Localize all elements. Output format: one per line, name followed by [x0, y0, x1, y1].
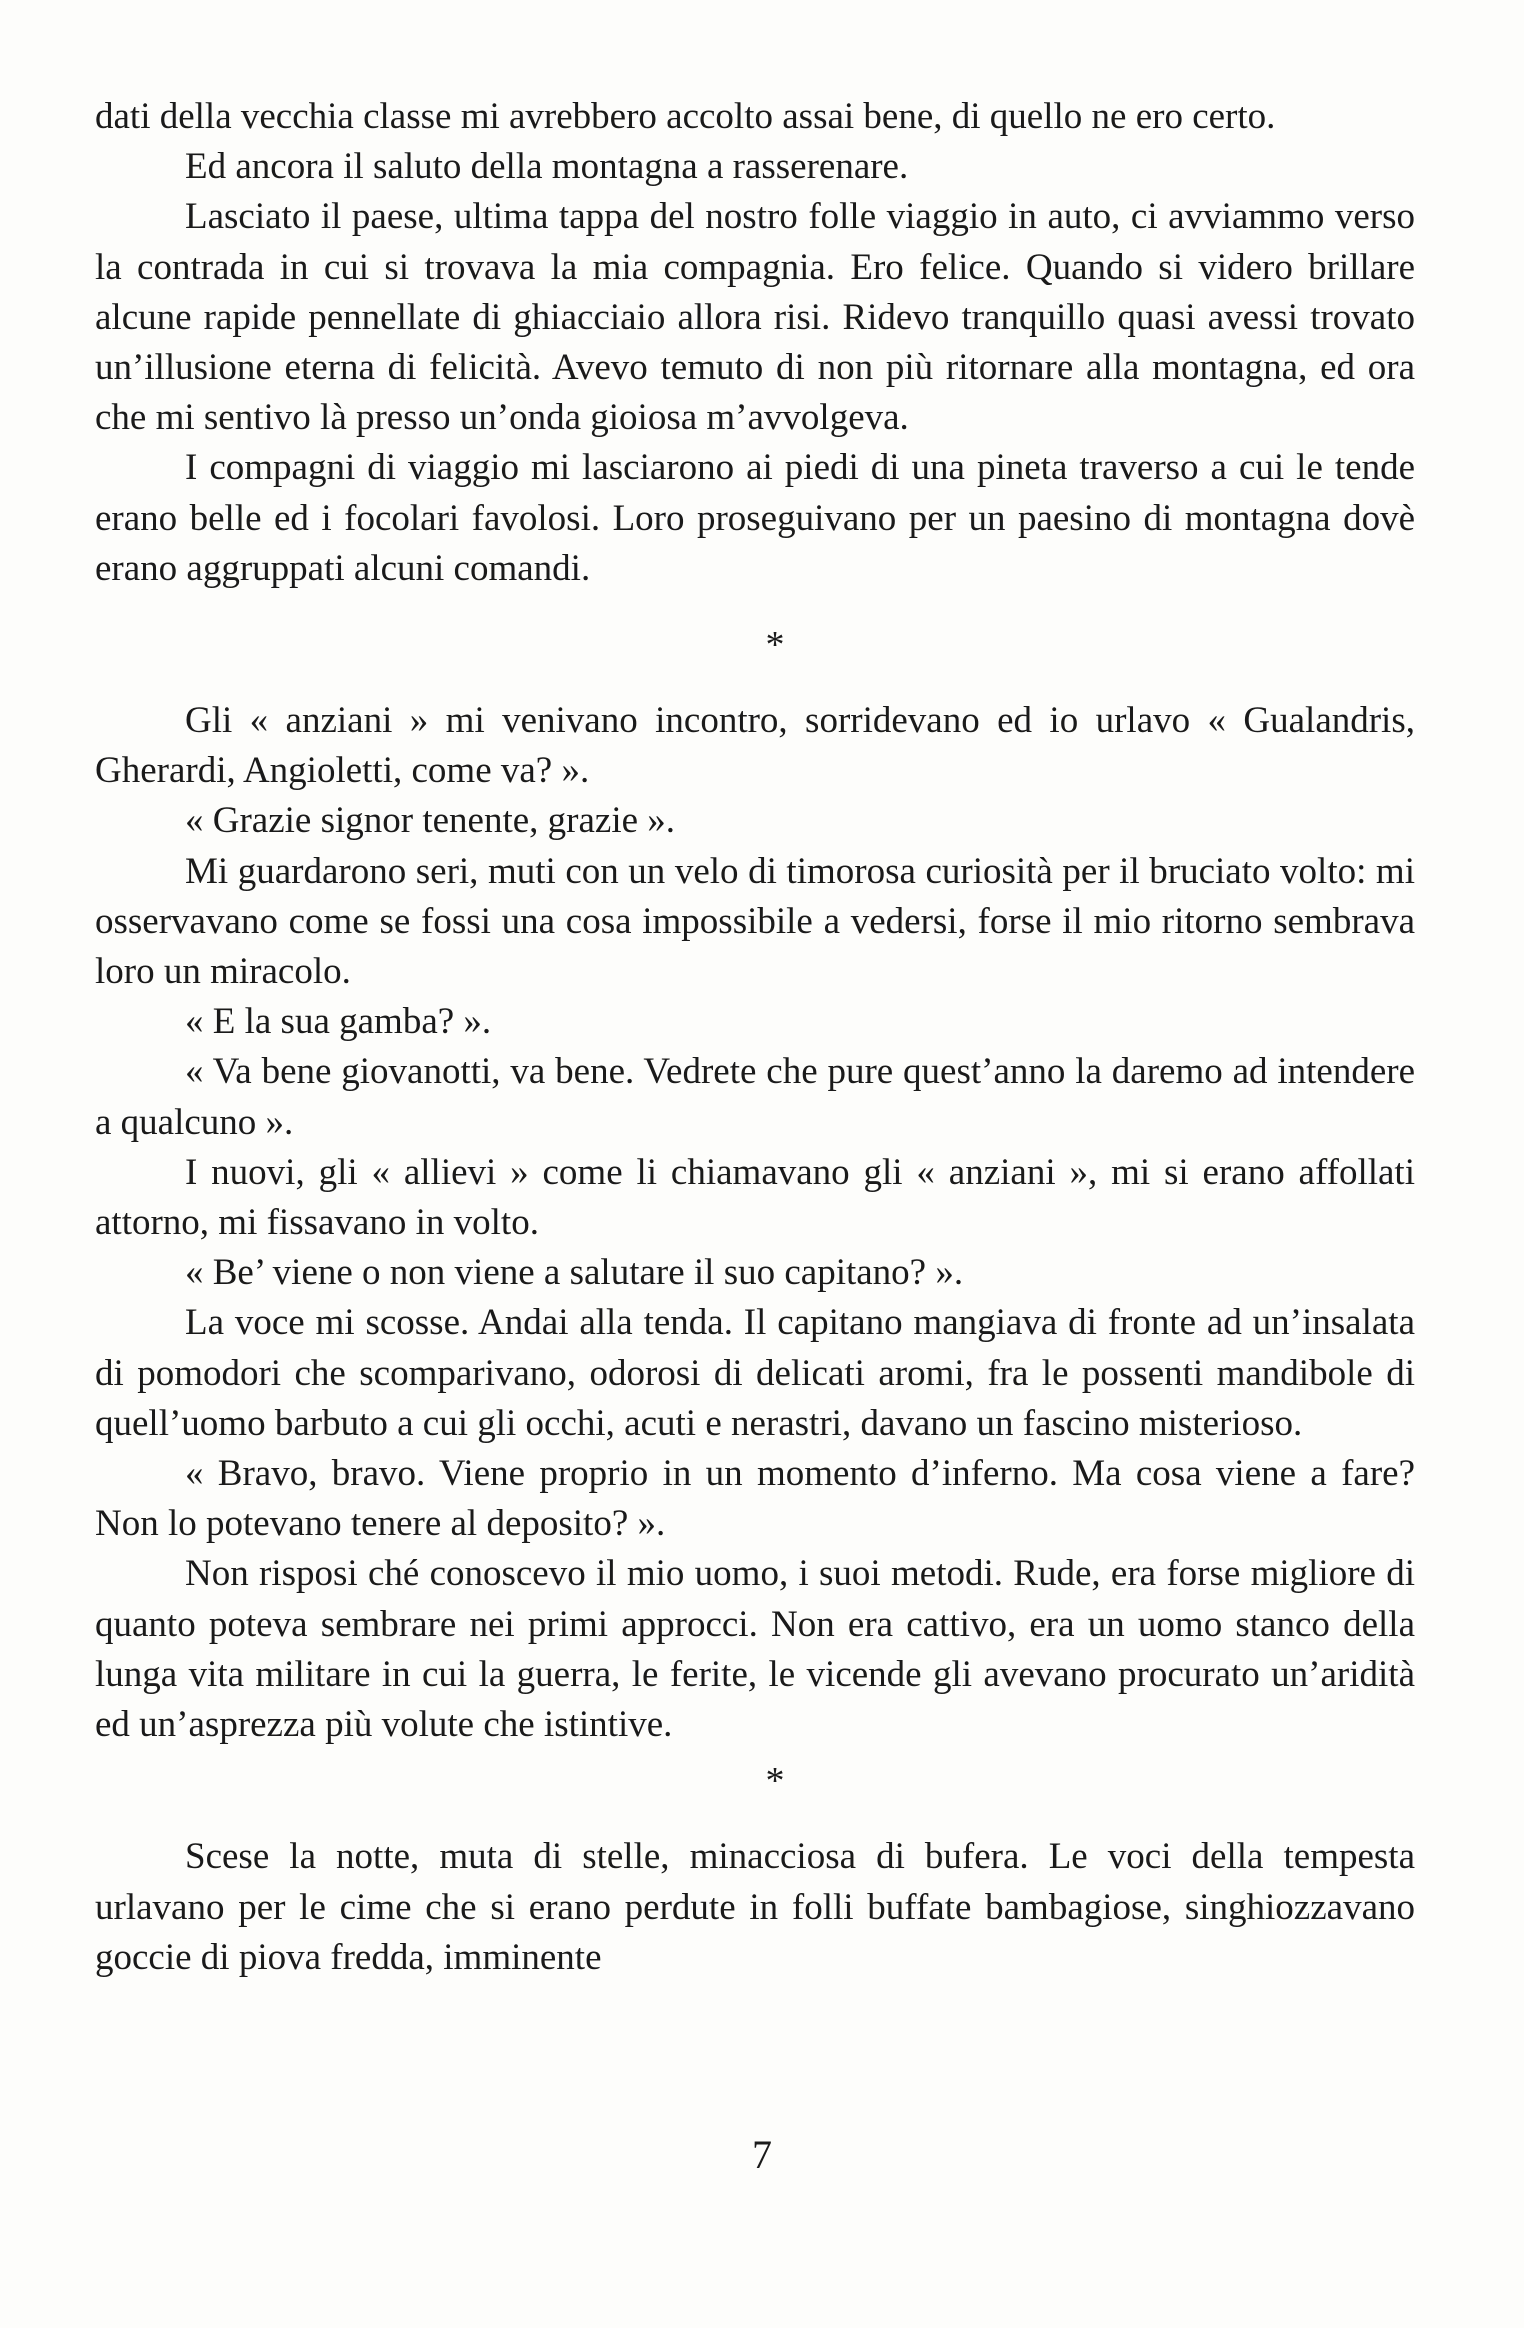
paragraph: « Va bene giovanotti, va bene. Vedrete che pure quest’anno la daremo ad intendere a qualcuno ».	[95, 1051, 1415, 1143]
paragraph: Ed ancora il saluto della montagna a rasserenare.	[185, 146, 909, 188]
paragraph: Mi guardarono seri, muti con un velo di timorosa curiosità per il bruciato volto: mi osservavano come se fossi una cosa impossibile a vedersi, forse il mio ritorno sembrava loro un miracolo.	[95, 850, 1415, 993]
paragraph-continuation: dati della vecchia classe mi avrebbero accolto assai bene, di quello ne ero certo.	[95, 96, 1276, 137]
paragraph: La voce mi scosse. Andai alla tenda. Il capitano mangiava di fronte ad un’insalata di pomodori che scomparivano, odorosi di delicati aromi, fra le possenti mandibole di quell’uomo barbuto a cui gli occhi, acuti e nerastri, davano un fascino misterioso.	[95, 1302, 1415, 1444]
paragraph: « Be’ viene o non viene a salutare il suo capitano? ».	[185, 1252, 964, 1294]
paragraph: « E la sua gamba? ».	[185, 1001, 492, 1043]
paragraph: Gli « anziani » mi venivano incontro, sorridevano ed io urlavo « Gualandris, Gherardi, Angioletti, come va? ».	[95, 700, 1415, 792]
paragraph: I nuovi, gli « allievi » come li chiamavano gli « anziani », mi si erano affollati attorno, mi fissavano in volto.	[95, 1151, 1415, 1244]
text-body	[95, 92, 1415, 1983]
paragraph: Non risposi ché conoscevo il mio uomo, i suoi metodi. Rude, era forse migliore di quanto poteva sembrare nei primi approcci. Non era cattivo, era un uomo stanco della lunga vita militare in cui la guerra, le ferite, le vicende gli avevano procurato un’aridità ed un’asprezza più volute che istintive.	[95, 1553, 1415, 1746]
section-separator-asterisk: *	[765, 624, 785, 667]
paragraph: I compagni di viaggio mi lasciarono ai piedi di una pineta traverso a cui le tende erano belle ed i focolari favolosi. Loro proseguivano per un paesino di montagna dovè erano aggruppati alcuni comandi.	[95, 447, 1415, 589]
paragraph: Lasciato il paese, ultima tappa del nostro folle viaggio in auto, ci avviammo verso la contrada in cui si trovava la mia compagnia. Ero felice. Quando si videro brillare alcune rapide pennellate di ghiacciaio allora risi. Ridevo tranquillo quasi avessi trovato un’illusione eterna di felicità. Avevo temuto di non più ritornare alla montagna, ed ora che mi sentivo là presso un’onda gioiosa m’avvolgeva.	[95, 196, 1415, 439]
page-number: 7	[752, 2132, 772, 2177]
paragraph: « Grazie signor tenente, grazie ».	[185, 800, 676, 842]
paragraph: « Bravo, bravo. Viene proprio in un momento d’inferno. Ma cosa viene a fare? Non lo potevano tenere al deposito? ».	[95, 1453, 1415, 1545]
paragraph: Scese la notte, muta di stelle, minacciosa di bufera. Le voci della tempesta urlavano per le cime che si erano perdute in folli buffate bambagiose, singhiozzavano goccie di piova fredda, imminente	[95, 1836, 1415, 1978]
section-separator-asterisk: *	[765, 1760, 785, 1803]
